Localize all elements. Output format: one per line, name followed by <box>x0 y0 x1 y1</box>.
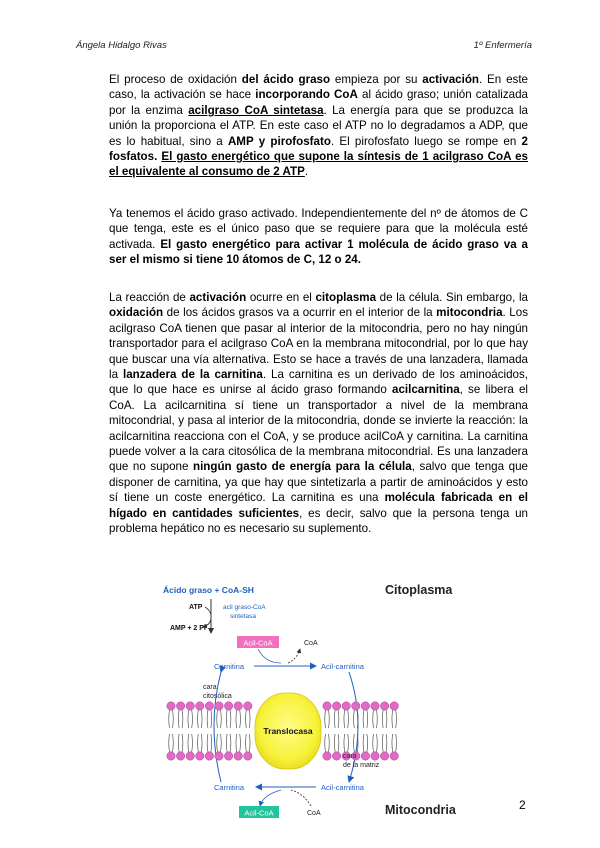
lipid-tail <box>207 710 212 728</box>
header-author: Ángela Hidalgo Rivas <box>76 40 167 51</box>
bold-emphasis: mitocondria <box>436 306 503 320</box>
coa-top-label: CoA <box>304 640 318 647</box>
lipid-head <box>342 702 350 710</box>
lipid-tail <box>382 734 387 752</box>
lipid-head <box>205 752 213 760</box>
lipid-head <box>323 752 331 760</box>
carnitine-shuttle-diagram <box>163 577 473 822</box>
lipid-tail <box>344 710 349 728</box>
header-course: 1º Enfermería <box>473 40 532 51</box>
lipid-head <box>176 702 184 710</box>
lipid-head <box>234 752 242 760</box>
lipid-head <box>215 702 223 710</box>
lipid-tail <box>169 710 174 728</box>
lipid-head <box>224 702 232 710</box>
lipid-head <box>371 752 379 760</box>
acil-coa-out-curve <box>260 790 281 806</box>
bold-emphasis: lanzadera de la carnitina <box>122 368 263 382</box>
lipid-tail <box>188 734 193 752</box>
enzyme-label-1: acil graso-CoA <box>223 604 266 611</box>
coa-out-curve <box>288 649 300 663</box>
lipid-head <box>196 702 204 710</box>
bold-emphasis: El gasto energético para activar 1 molécula de ácido graso va a ser el mismo si tiene 10 átomos de C, 12 o 24. <box>109 237 529 267</box>
cara-citosolica-label-1: cara <box>203 684 217 691</box>
lipid-head <box>332 752 340 760</box>
lipid-head <box>332 702 340 710</box>
citoplasma-label: Citoplasma <box>385 583 453 597</box>
lipid-tail <box>169 734 174 752</box>
cara-matriz-label-1: cara <box>343 753 357 760</box>
lipid-tail <box>373 734 378 752</box>
underlined-emphasis: El gasto energético que supone la síntesis de 1 acilgraso CoA es el equivalente al consumo de 2 ATP <box>109 150 528 179</box>
amp-label: AMP + 2 Pi <box>170 625 206 632</box>
lipid-tail <box>325 734 330 752</box>
acil-coa-bottom-label: Acil-CoA <box>244 808 274 818</box>
enzyme-label-2: sintetasa <box>230 613 257 620</box>
carnitina-bottom-label: Carnitina <box>214 783 245 792</box>
lipid-tail <box>392 710 397 728</box>
bold-emphasis: activación <box>422 73 479 86</box>
lipid-head <box>244 752 252 760</box>
bold-emphasis: del ácido graso <box>241 73 331 86</box>
lipid-tail <box>188 710 193 728</box>
lipid-tail <box>236 734 241 752</box>
lipid-head <box>390 752 398 760</box>
lipid-tail <box>325 710 330 728</box>
bold-emphasis: AMP y pirofosfato <box>227 134 331 148</box>
bold-emphasis: molécula fabricada en el hígado en cantidades suficientes <box>109 491 528 520</box>
bold-emphasis: oxidación <box>109 306 164 320</box>
paragraph-activation: El proceso de oxidación del ácido graso empieza por su activación. En este caso, la activación se hace incorporando CoA al ácido graso; unión catalizada por la enzima acilgraso CoA sintetasa. La energía para que se produzca la unión la proporciona el ATP. En este caso el ATP no lo degradamos a ADP, que es lo habitual, sino a AMP y pirofosfato. El pirofosfato luego se rompe en 2 fosfatos. El gasto energético que supone la síntesis de 1 acilgraso CoA es el equivalente al consumo de 2 ATP. <box>109 73 528 179</box>
lipid-head <box>167 752 175 760</box>
lipid-head <box>380 702 388 710</box>
lipid-head <box>186 702 194 710</box>
lipid-tail <box>236 710 241 728</box>
lipid-tail <box>363 734 368 752</box>
lipid-tail <box>246 734 251 752</box>
lipid-tail <box>334 710 339 728</box>
bold-emphasis: activación <box>189 291 247 304</box>
lipid-head <box>361 702 369 710</box>
lipid-tail <box>178 710 183 728</box>
page-number: 2 <box>519 798 526 812</box>
lipid-head <box>215 752 223 760</box>
paragraph-carnitine-shuttle: La reacción de activación ocurre en el citoplasma de la célula. Sin embargo, la oxidación de los ácidos grasos va a ocurrir en el interior de la mitocondria. Los acilgraso CoA tienen que pasar al interior de la mitocondria, pero no hay ningún transportador para el acilgraso CoA en la membrana mitocondrial, por lo que hay que buscar una vía alternativa. Esto se hace a través de una lanzadera, llamada la lanzadera de la carnitina. La carnitina es un derivado de los aminoácidos, que lo que hace es unirse al ácido graso formando acilcarnitina, se libera el CoA. La acilcarnitina sí tiene un transportador a nivel de la membrana mitocondrial, y pasa al interior de la mitocondria, donde se invierte la reacción: la acilcarnitina reacciona con el CoA, y se produce acilCoA y carnitina. La carnitina puede volver a la cara citosólica de la membrana mitocondrial. Es una lanzadera que no supone ningún gasto de energía para la célula, salvo que tenga que disponer de carnitina, ya que hay que sintetizarla a partir de aminoácidos y esto sí tiene un coste energético. La carnitina es una molécula fabricada en el hígado en cantidades suficientes, es decir, salvo que la persona tenga un problema hepático no es necesario su suplemento. <box>109 291 529 536</box>
lipid-tail <box>334 734 339 752</box>
lipid-tail <box>207 734 212 752</box>
translocase-label: Translocasa <box>263 726 313 736</box>
acil-carnitina-top-label: Acil-carnitina <box>321 662 364 671</box>
lipid-tail <box>363 710 368 728</box>
bold-emphasis: ningún gasto de energía para la célula <box>192 460 412 474</box>
coa-in-curve <box>291 790 311 806</box>
lipid-tail <box>217 710 222 728</box>
lipid-head <box>244 702 252 710</box>
lipid-tail <box>373 710 378 728</box>
atp-curve <box>205 607 211 615</box>
lipid-tail <box>198 734 203 752</box>
reactant-label: Ácido graso + CoA-SH <box>163 585 254 595</box>
acil-coa-in-curve <box>258 649 281 663</box>
lipid-head <box>323 702 331 710</box>
atp-label: ATP <box>189 604 203 611</box>
acil-coa-top-label: Acil-CoA <box>243 638 273 648</box>
lipid-tail <box>198 710 203 728</box>
lipid-head <box>224 752 232 760</box>
coa-bottom-label: CoA <box>307 810 321 817</box>
lipid-tail <box>382 710 387 728</box>
lipid-tail <box>246 710 251 728</box>
acil-carnitina-bottom-label: Acil-carnitina <box>321 783 364 792</box>
carnitina-top-label: Carnitina <box>214 662 245 671</box>
lipid-head <box>361 752 369 760</box>
bold-emphasis: acilcarnitina <box>392 383 460 397</box>
cara-matriz-label-2: de la matriz <box>343 762 380 769</box>
lipid-head <box>234 702 242 710</box>
bold-emphasis: citoplasma <box>315 291 377 304</box>
lipid-head <box>205 702 213 710</box>
lipid-head <box>371 702 379 710</box>
lipid-tail <box>392 734 397 752</box>
cara-citosolica-label-2: citosólica <box>203 693 232 700</box>
lipid-tail <box>217 734 222 752</box>
lipid-head <box>196 752 204 760</box>
lipid-head <box>167 702 175 710</box>
lipid-tail <box>226 734 231 752</box>
lipid-tail <box>344 734 349 752</box>
bold-emphasis: 2 fosfatos. <box>109 134 528 164</box>
lipid-tail <box>178 734 183 752</box>
mitocondria-label: Mitocondria <box>385 803 456 817</box>
lipid-head <box>390 702 398 710</box>
lipid-head <box>176 752 184 760</box>
lipid-head <box>352 702 360 710</box>
underlined-emphasis: acilgraso CoA sintetasa <box>188 103 324 117</box>
bold-emphasis: incorporando CoA <box>255 88 358 102</box>
lipid-head <box>380 752 388 760</box>
lipid-tail <box>226 710 231 728</box>
paragraph-activated-fatty-acid: Ya tenemos el ácido graso activado. Independientemente del nº de átomos de C que tenga, este es el único paso que se requiere para que la molécula esté activada. El gasto energético para activar 1 molécula de ácido graso va a ser el mismo si tiene 10 átomos de C, 12 o 24. <box>109 207 529 267</box>
lipid-head <box>186 752 194 760</box>
